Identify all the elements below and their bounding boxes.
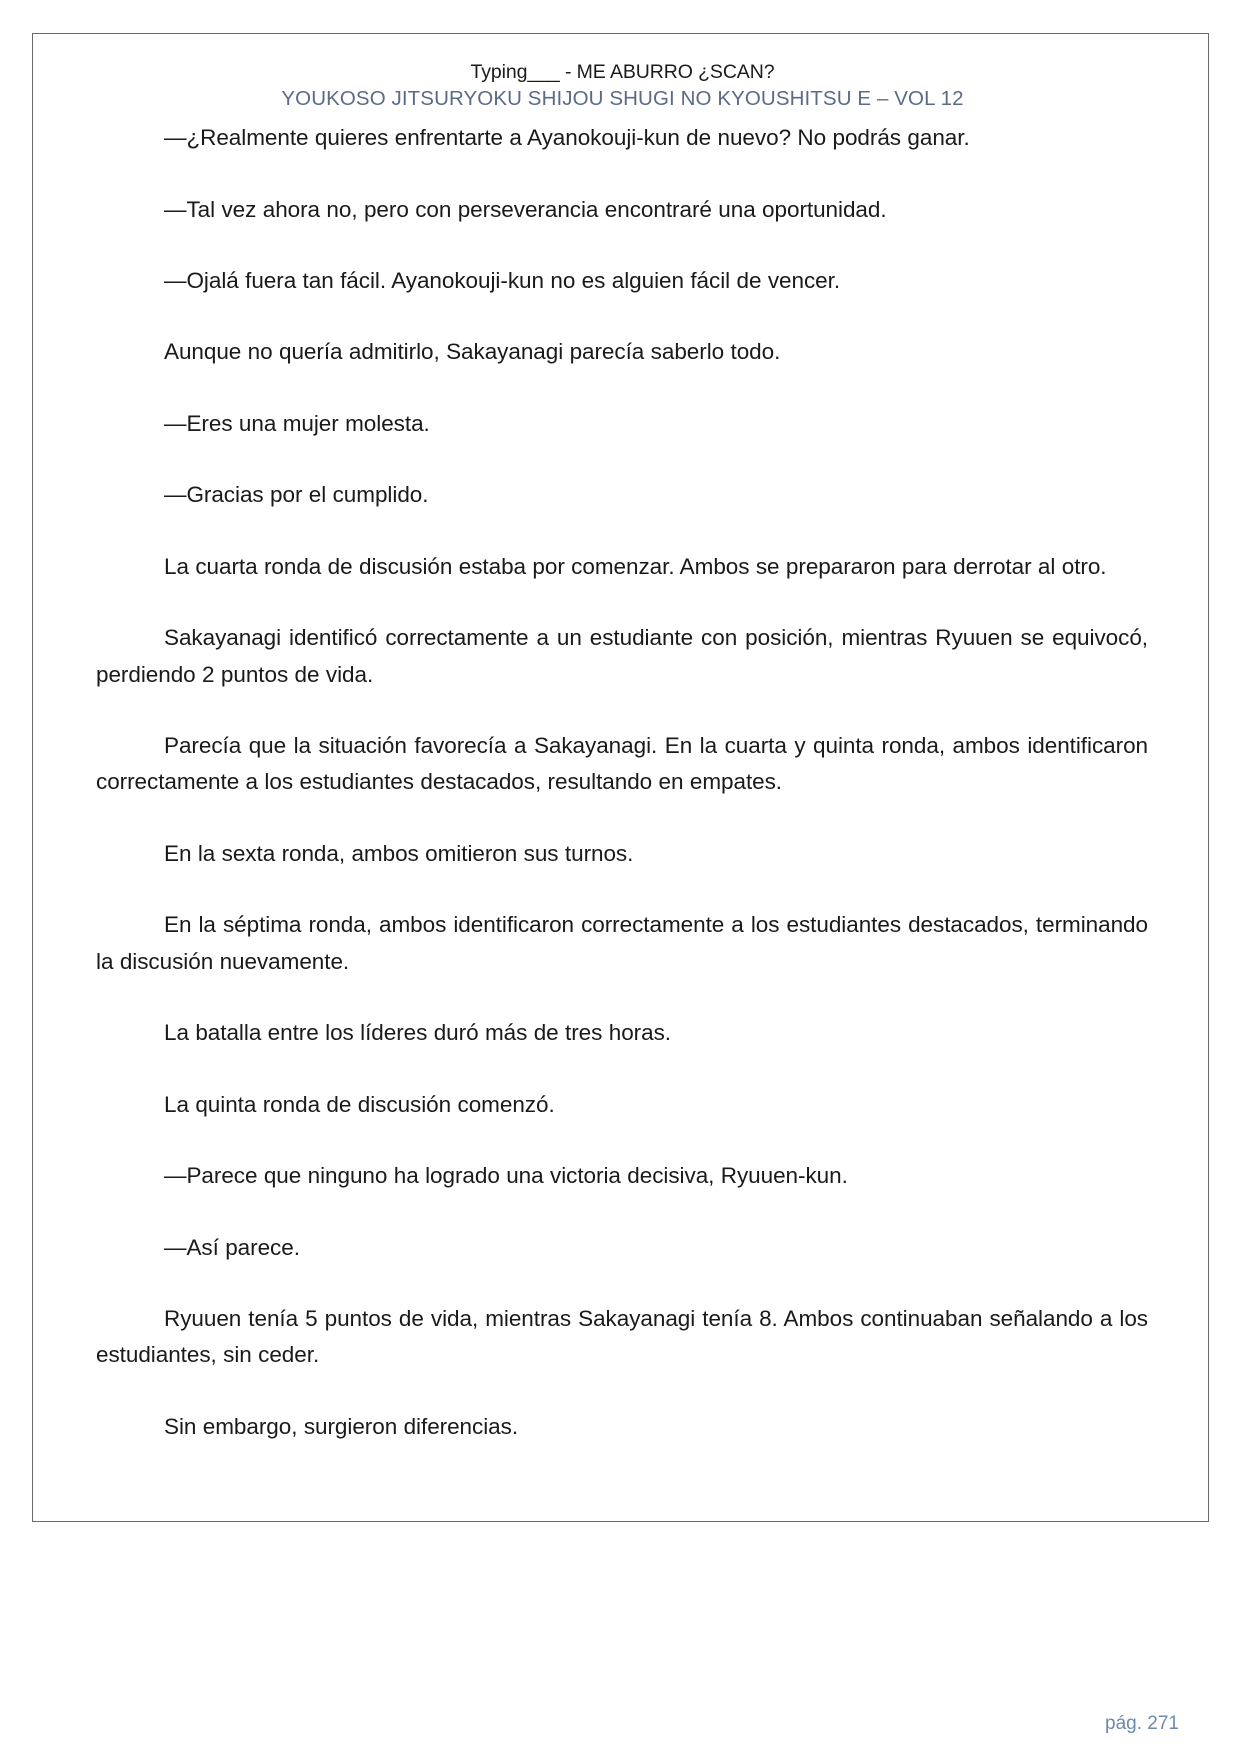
body-paragraph: —Así parece.	[164, 1234, 300, 1260]
document-header	[96, 60, 1149, 114]
body-paragraph: Sin embargo, surgieron diferencias.	[164, 1413, 519, 1439]
header-subtitle-line: YOUKOSO JITSURYOKU SHIJOU SHUGI NO KYOUSHITSU E – VOL 12	[281, 87, 964, 111]
body-paragraph: —Eres una mujer molesta.	[164, 410, 430, 436]
body-paragraph: La quinta ronda de discusión comenzó.	[164, 1091, 555, 1117]
body-paragraph: —Parece que ninguno ha logrado una victoria decisiva, Ryuuen-kun.	[164, 1163, 848, 1189]
body-paragraph: La cuarta ronda de discusión estaba por comenzar. Ambos se prepararon para derrotar al otro.	[164, 553, 1107, 579]
body-paragraph: —¿Realmente quieres enfrentarte a Ayanokouji-kun de nuevo? No podrás ganar.	[164, 125, 970, 151]
header-title-line: Typing___ - ME ABURRO ¿SCAN?	[470, 61, 775, 83]
body-paragraph: La batalla entre los líderes duró más de tres horas.	[164, 1020, 671, 1046]
body-paragraph: Aunque no quería admitirlo, Sakayanagi parecía saberlo todo.	[164, 339, 781, 365]
body-paragraph: En la sexta ronda, ambos omitieron sus turnos.	[164, 840, 634, 866]
body-paragraph: —Tal vez ahora no, pero con perseverancia encontraré una oportunidad.	[164, 196, 887, 222]
body-paragraph: En la séptima ronda, ambos identificaron correctamente a los estudiantes destacados, terminando la discusión nuevamente.	[96, 912, 1148, 974]
body-paragraph: —Ojalá fuera tan fácil. Ayanokouji-kun no es alguien fácil de vencer.	[164, 267, 841, 293]
page-number-footer: pág. 271	[1105, 1713, 1179, 1734]
body-paragraph: Parecía que la situación favorecía a Sakayanagi. En la cuarta y quinta ronda, ambos identificaron correctamente a los estudiantes destacados, resultando en empates.	[96, 733, 1148, 795]
body-paragraph: Sakayanagi identificó correctamente a un estudiante con posición, mientras Ryuuen se equivocó, perdiendo 2 puntos de vida.	[96, 625, 1148, 687]
body-text-block	[96, 120, 1149, 1445]
page-content	[32, 33, 1209, 1522]
body-paragraph: —Gracias por el cumplido.	[164, 482, 429, 508]
body-paragraph: Ryuuen tenía 5 puntos de vida, mientras Sakayanagi tenía 8. Ambos continuaban señalando a los estudiantes, sin ceder.	[96, 1305, 1148, 1368]
